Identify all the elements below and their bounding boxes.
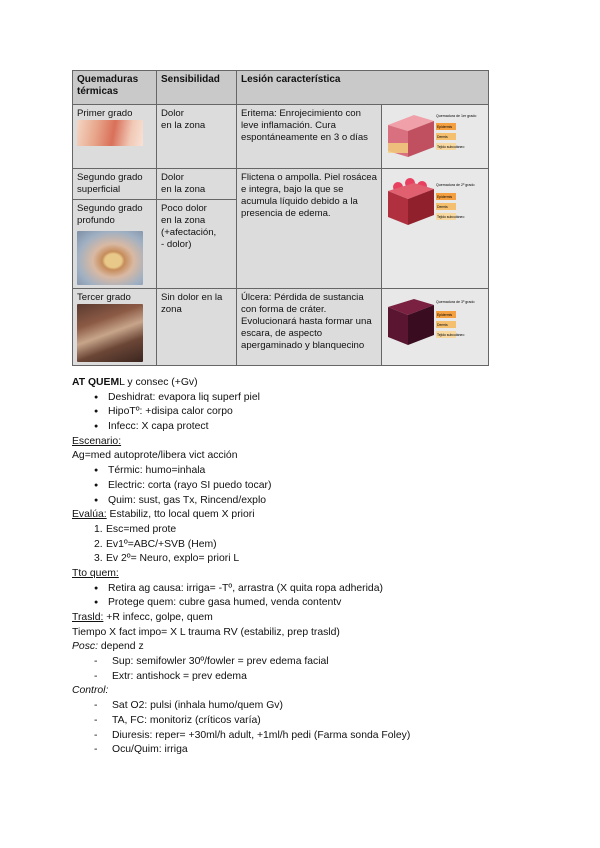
d1-dermis: Dermis [437,135,448,139]
row4-sens: Sin dolor en la zona [157,289,237,366]
row2-lesion: Flictena o ampolla. Piel rosácea e integra, bajo la que se acumula líquido debido a la presencia de edema. [237,169,382,289]
header-lesion: Lesión característica [237,71,489,105]
escenario-text: Ag=med autoprote/libera vict acción [72,450,238,462]
header-quemaduras: Quemaduras térmicas [73,71,157,105]
trasld-line [72,611,532,626]
consec-item: ● Deshidrat: evapora liq superf piel [72,391,532,406]
d1-title: Quemadura de 1er grado [436,114,477,118]
notes [72,376,532,758]
posc-item: - Sup: semifowler 30º/fowler = prev edema facial [94,656,329,668]
evalua-item: 3. Ev 2º= Neuro, explo= priori L [94,553,240,565]
trasld-label: Trasld: [72,612,104,623]
d1-subcutaneo: Tejido subcutáneo [437,145,465,149]
row1-tipo: Primer grado [77,108,133,119]
posc-line [72,640,532,655]
d2-epidermis: Epidermis [437,195,453,199]
escenario-item: ● Quim: sust, gas Tx, Rincend/explo [72,494,532,509]
control-item: - TA, FC: monitoriz (críticos varía) [94,714,261,726]
d3-subcutaneo: Tejido subcutáneo [437,333,465,337]
d3-dermis: Dermis [437,323,448,327]
escenario-label: Escenario: [72,435,122,447]
burns-table [72,70,489,366]
trasld-text: +R infecc, golpe, quem [103,612,213,623]
second-degree-diagram [382,169,489,289]
evalua-label: Evalúa: [72,509,107,521]
row2-sens: Dolor en la zona [157,169,237,200]
consec-item: ● HipoTº: +disipa calor corpo [72,405,532,420]
third-degree-burn-photo [77,304,143,362]
tiempo-line: Tiempo X fact impo= X L trauma RV (estabiliz, prep trasld) [72,626,340,638]
escenario-item: ● Electric: corta (rayo SI puedo tocar) [72,479,532,494]
tto-label: Tto quem: [72,567,119,579]
row3-tipo: Segundo grado profundo [77,203,143,226]
evalua-item: 2. Ev1º=ABC/+SVB (Hem) [94,538,217,550]
third-degree-diagram [382,289,489,366]
row1-tipo-cell [73,105,157,169]
posc-item: - Extr: antishock = prev edema [94,670,247,682]
posc-text: depend z [98,641,144,653]
row4-tipo-cell [73,289,157,366]
evalua-line [72,508,532,523]
first-degree-diagram [382,105,489,169]
header-sensibilidad: Sensibilidad [157,71,237,105]
evalua-item: 1. Esc=med prote [94,523,177,535]
row2-tipo: Segundo grado superficial [73,169,157,200]
d2-subcutaneo: Tejido subcutáneo [437,215,465,219]
control-item: - Diuresis: reper= +30ml/h adult, +1ml/h pedi (Farma sonda Foley) [94,729,411,741]
control-item: - Sat O2: pulsi (inhala humo/quem Gv) [94,700,283,712]
consec-item: ● Infecc: X capa protect [72,420,532,435]
d3-epidermis: Epidermis [437,313,453,317]
control-item: - Ocu/Quim: irriga [94,744,188,756]
tto-item: ● Retira ag causa: irriga= -Tº, arrastra (X quita ropa adherida) [72,582,532,597]
notes-title [72,376,532,391]
posc-label: Posc: [72,641,98,653]
title-rest: L y consec (+Gv) [119,377,198,388]
row4-tipo: Tercer grado [77,292,131,303]
control-label: Control: [72,685,109,697]
row3-tipo-cell [73,200,157,289]
d2-dermis: Dermis [437,205,448,209]
evalua-text: Estabiliz, tto local quem X priori [106,509,255,521]
second-degree-burn-photo [77,231,143,285]
first-degree-burn-photo [77,120,143,146]
row4-lesion: Úlcera: Pérdida de sustancia con forma de cráter. Evolucionará hasta formar una escara, de aspecto apergaminado y blanquecino [237,289,382,366]
d3-title: Quemadura de 3º grado [436,300,475,304]
tto-item: ● Protege quem: cubre gasa humed, venda contentv [72,596,532,611]
title-bold: AT QUEM [72,377,120,388]
row1-sens: Dolor en la zona [157,105,237,169]
d2-title: Quemadura de 2º grado [436,183,475,187]
d1-epidermis: Epidermis [437,125,453,129]
escenario-item: ● Térmic: humo=inhala [72,464,532,479]
row3-sens: Poco dolor en la zona (+afectación, - dolor) [157,200,237,289]
row1-lesion: Eritema: Enrojecimiento con leve inflamación. Cura espontáneamente en 3 o días [237,105,382,169]
